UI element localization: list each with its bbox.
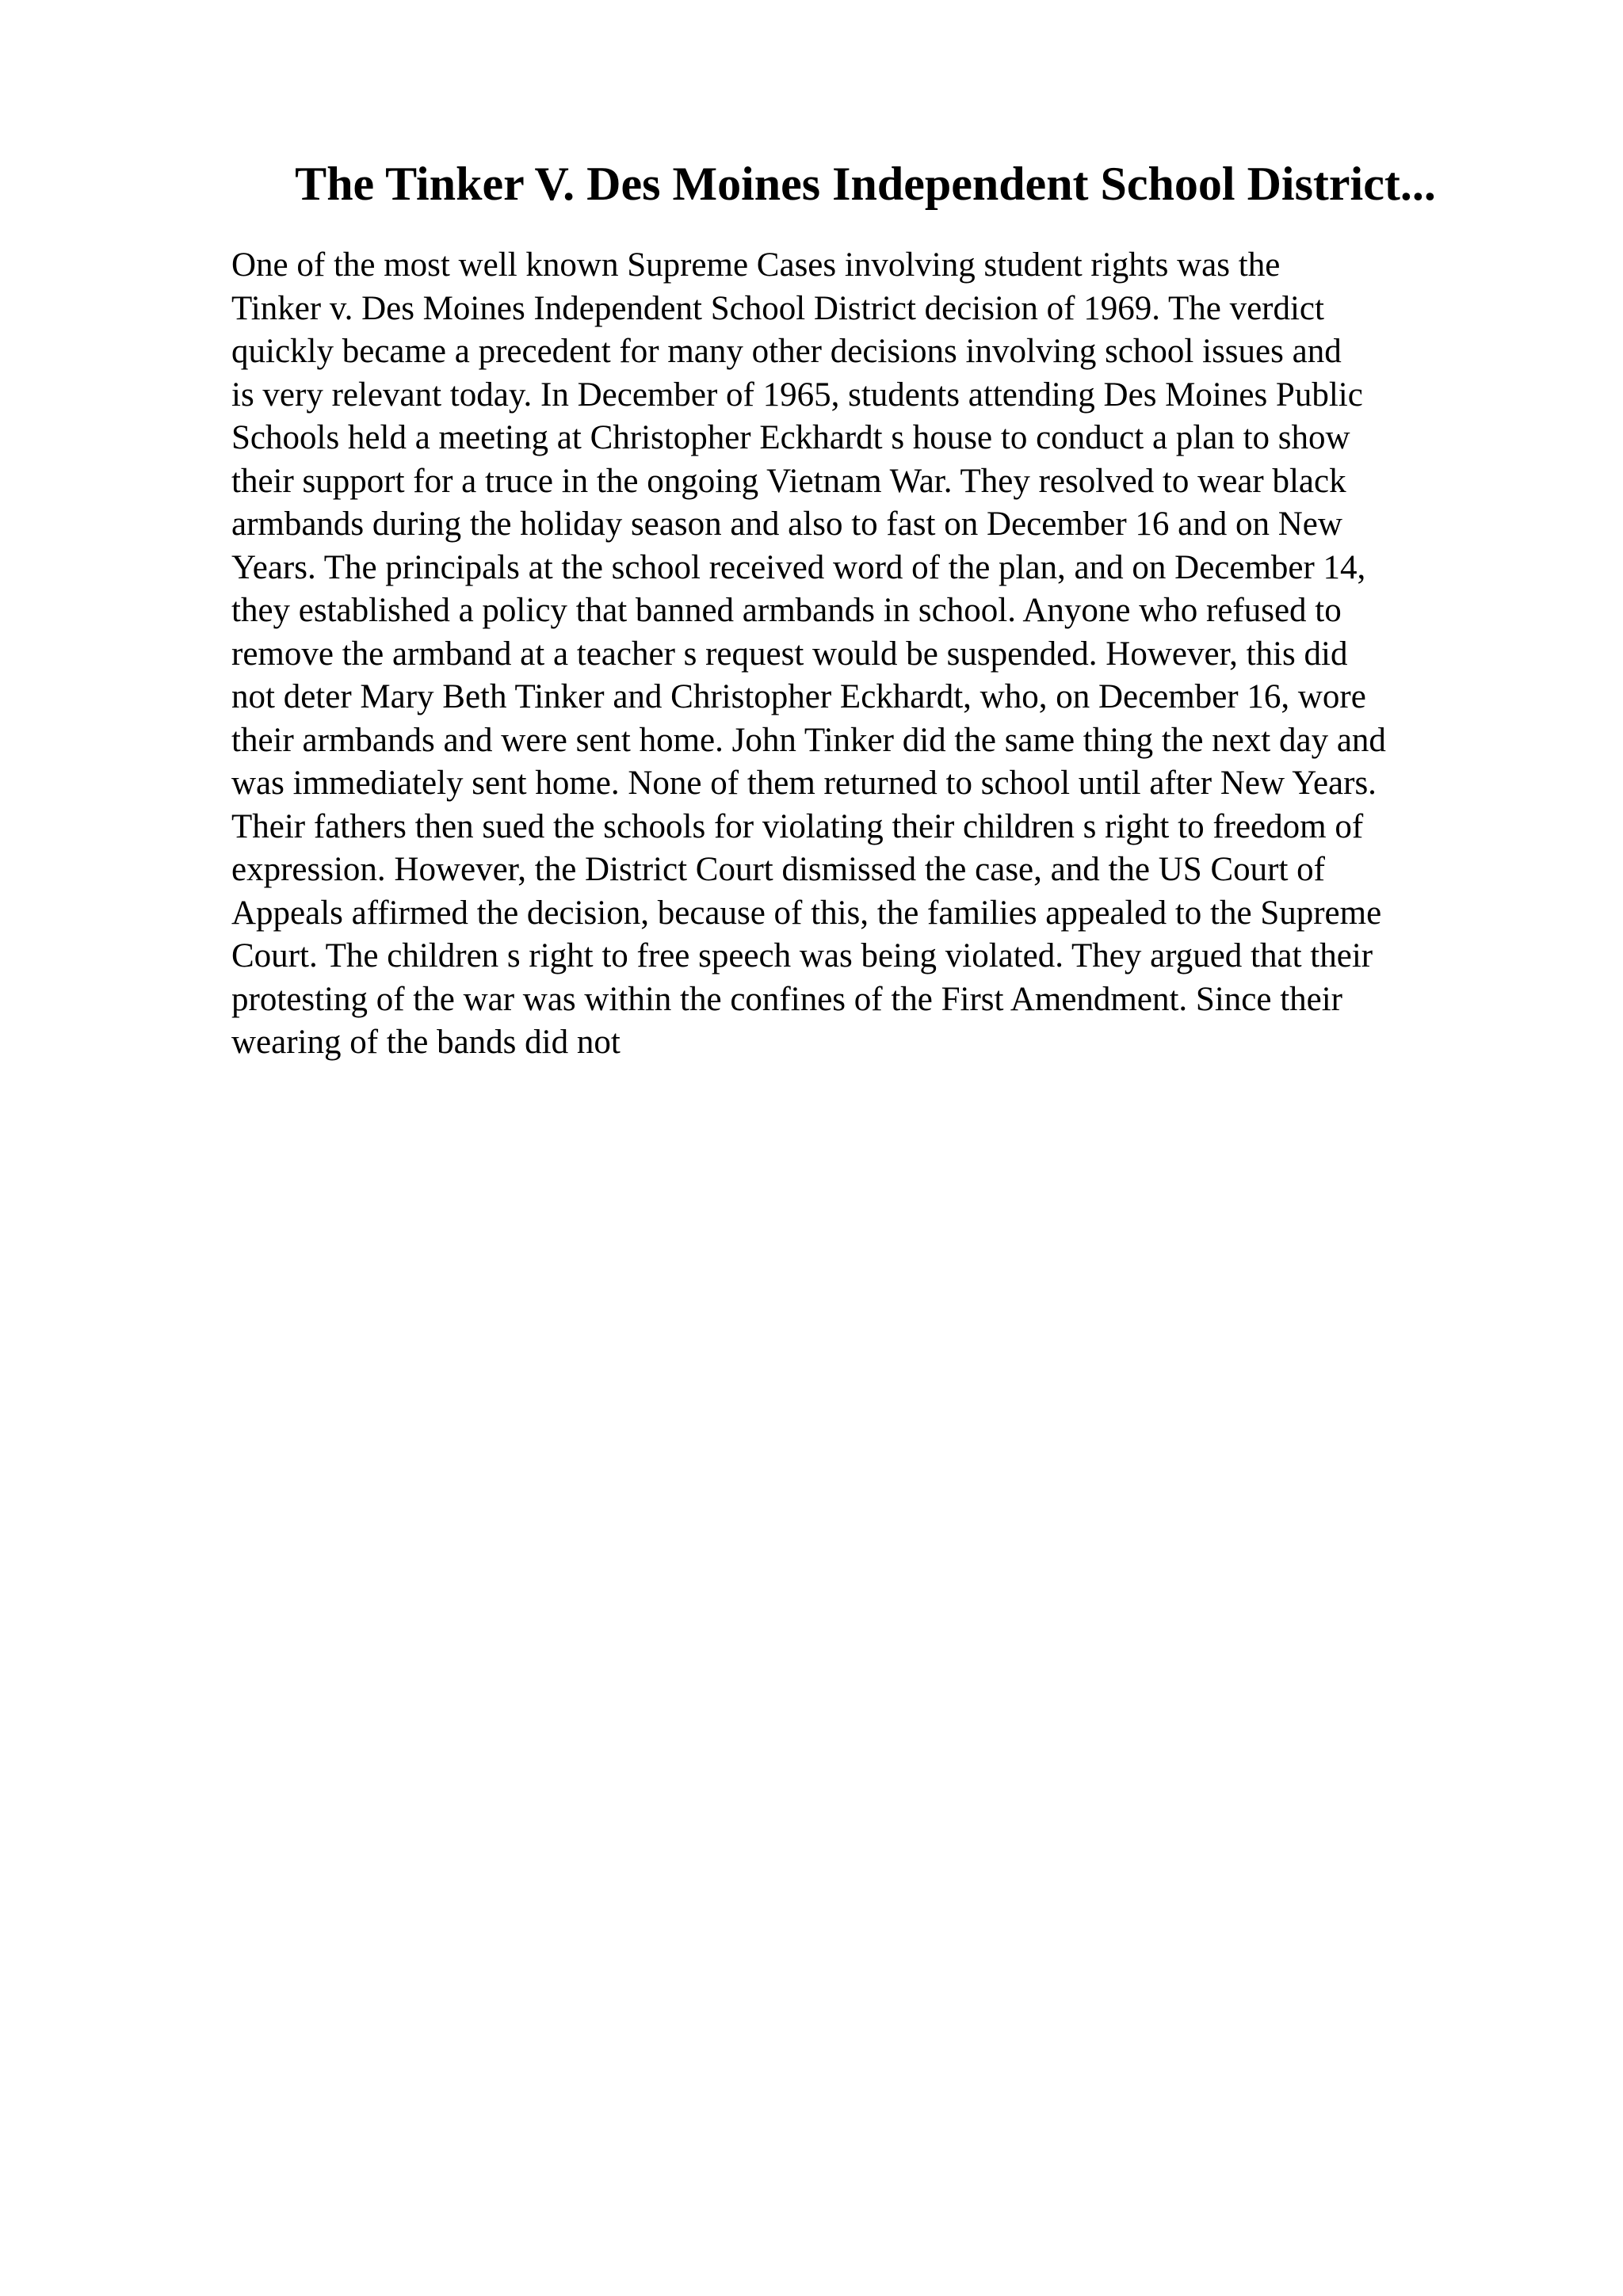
body-line: not deter Mary Beth Tinker and Christopher Eckhardt, who, on December 16, wore [231,678,1366,715]
body-line: Years. The principals at the school received word of the plan, and on December 14, [231,548,1366,586]
body-line: expression. However, the District Court dismissed the case, and the US Court of [231,851,1325,888]
body-line: Their fathers then sued the schools for violating their children s right to freedom of [231,807,1364,845]
body-line: is very relevant today. In December of 1965, students attending Des Moines Public [231,376,1363,414]
document-body [231,244,1515,1065]
document-title: The Tinker V. Des Moines Independent School District... [295,158,1436,210]
body-line: their armbands and were sent home. John Tinker did the same thing the next day and [231,721,1386,759]
body-line: Tinker v. Des Moines Independent School District decision of 1969. The verdict [231,289,1324,327]
body-line: armbands during the holiday season and also to fast on December 16 and on New [231,505,1342,543]
body-line: was immediately sent home. None of them returned to school until after New Years. [231,765,1377,802]
body-line: Court. The children s right to free speech was being violated. They argued that their [231,937,1373,974]
body-line: their support for a truce in the ongoing Vietnam War. They resolved to wear black [231,462,1346,500]
body-line: remove the armband at a teacher s request would be suspended. However, this did [231,635,1348,673]
body-line: Appeals affirmed the decision, because of this, the families appealed to the Supreme [231,894,1382,932]
body-line: One of the most well known Supreme Cases involving student rights was the [231,246,1281,284]
body-line: protesting of the war was within the confines of the First Amendment. Since their [231,980,1342,1018]
body-line: Schools held a meeting at Christopher Eckhardt s house to conduct a plan to show [231,419,1350,456]
body-line: wearing of the bands did not [231,1024,621,1061]
body-line: quickly became a precedent for many other decisions involving school issues and [231,333,1342,370]
body-line: they established a policy that banned armbands in school. Anyone who refused to [231,592,1342,629]
